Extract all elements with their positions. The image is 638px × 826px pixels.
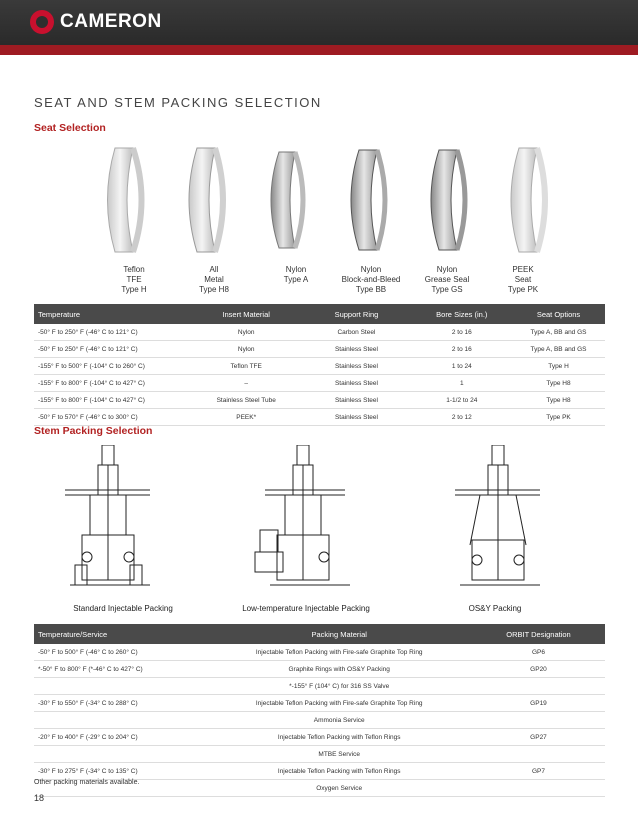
valve-drawings [60,445,580,600]
seat-label-h: Teflon TFE Type H [121,265,147,294]
seat-label-gs: Nylon Grease Seal Type GS [424,265,470,294]
table-row: Ammonia Service [34,712,605,729]
seat-type-pk-image [511,148,545,252]
table-row: -155° F to 500° F (-104° C to 260° C) Teflon TFE Stainless Steel 1 to 24 Type H [34,358,605,375]
standard-packing-valve-drawing [65,445,150,585]
column-header: Seat Options [536,309,581,319]
table-row: -50° F to 250° F (-46° C to 121° C) Nylon Stainless Steel 2 to 16 Type A, BB and GS [34,341,605,358]
column-header: Temperature [38,309,81,319]
seat-type-h8-image [189,148,223,252]
table-row: MTBE Service [34,746,605,763]
seat-type-gs-image [431,150,465,250]
caption-low-temperature: Low-temperature Injectable Packing [242,604,370,613]
brand-logo [30,9,162,35]
table-row: -30° F to 275° F (-34° C to 135° C) Injectable Teflon Packing with Teflon Rings GP7 [34,763,605,780]
table-row: *-50° F to 800° F (*-46° C to 427° C) Graphite Rings with OS&Y Packing GP20 [34,661,605,678]
page-number: 18 [34,793,45,803]
table-row: -50° F to 570° F (-46° C to 300° C) PEEK* Stainless Steel 2 to 12 Type PK [34,409,605,426]
seat-type-a-image [271,152,303,248]
stem-packing-table [34,624,605,797]
page-header [0,0,638,45]
table-header-row [34,304,605,324]
seat-label-bb: Nylon Block-and-Bleed Type BB [341,265,401,294]
osy-packing-valve-drawing [455,445,540,585]
seat-selection-table [34,304,605,426]
seat-label-h8: All Metal Type H8 [199,265,229,294]
header-accent-bar [0,45,638,55]
cameron-logo-icon [30,10,54,34]
footnote: Other packing materials available. [34,779,140,786]
table-row: -50° F to 250° F (-46° C to 121° C) Nylon Carbon Steel 2 to 16 Type A, BB and GS [34,324,605,341]
table-row: -20° F to 400° F (-29° C to 204° C) Injectable Teflon Packing with Teflon Rings GP27 [34,729,605,746]
table-row: -155° F to 800° F (-104° C to 427° C) – Stainless Steel 1 Type H8 [34,375,605,392]
seat-label-a: Nylon Type A [283,265,309,284]
table-row: Oxygen Service [34,780,605,797]
column-header: Temperature/Service [38,629,108,639]
table-row: -30° F to 550° F (-34° C to 288° C) Injectable Teflon Packing with Fire-safe Graphite Top Ring GP19 [34,695,605,712]
seat-type-bb-image [351,150,385,250]
caption-standard-injectable: Standard Injectable Packing [73,604,173,613]
table-row: -50° F to 500° F (-46° C to 260° C) Injectable Teflon Packing with Fire-safe Graphite Top Ring GP6 [34,644,605,661]
column-header: Bore Sizes (in.) [436,309,488,319]
stem-packing-title: Stem Packing Selection [34,425,153,437]
column-header: ORBIT Designation [506,629,571,639]
seat-images [95,140,575,260]
table-row: *-155° F (104° C) for 316 SS Valve [34,678,605,695]
seat-type-h-image [108,148,142,252]
table-row: -155° F to 800° F (-104° C to 427° C) Stainless Steel Tube Stainless Steel 1-1/2 to 24 Type H8 [34,392,605,409]
brand-name: CAMERON [60,11,162,32]
column-header: Support Ring [334,309,379,319]
table-header-row [34,624,605,644]
page-title: SEAT AND STEM PACKING SELECTION [34,95,322,110]
column-header: Packing Material [311,629,367,639]
seat-selection-title: Seat Selection [34,122,106,134]
seat-label-pk: PEEK Seat Type PK [507,265,539,294]
column-header: Insert Material [222,309,270,319]
caption-osy: OS&Y Packing [468,604,522,613]
low-temperature-valve-drawing [255,445,350,585]
